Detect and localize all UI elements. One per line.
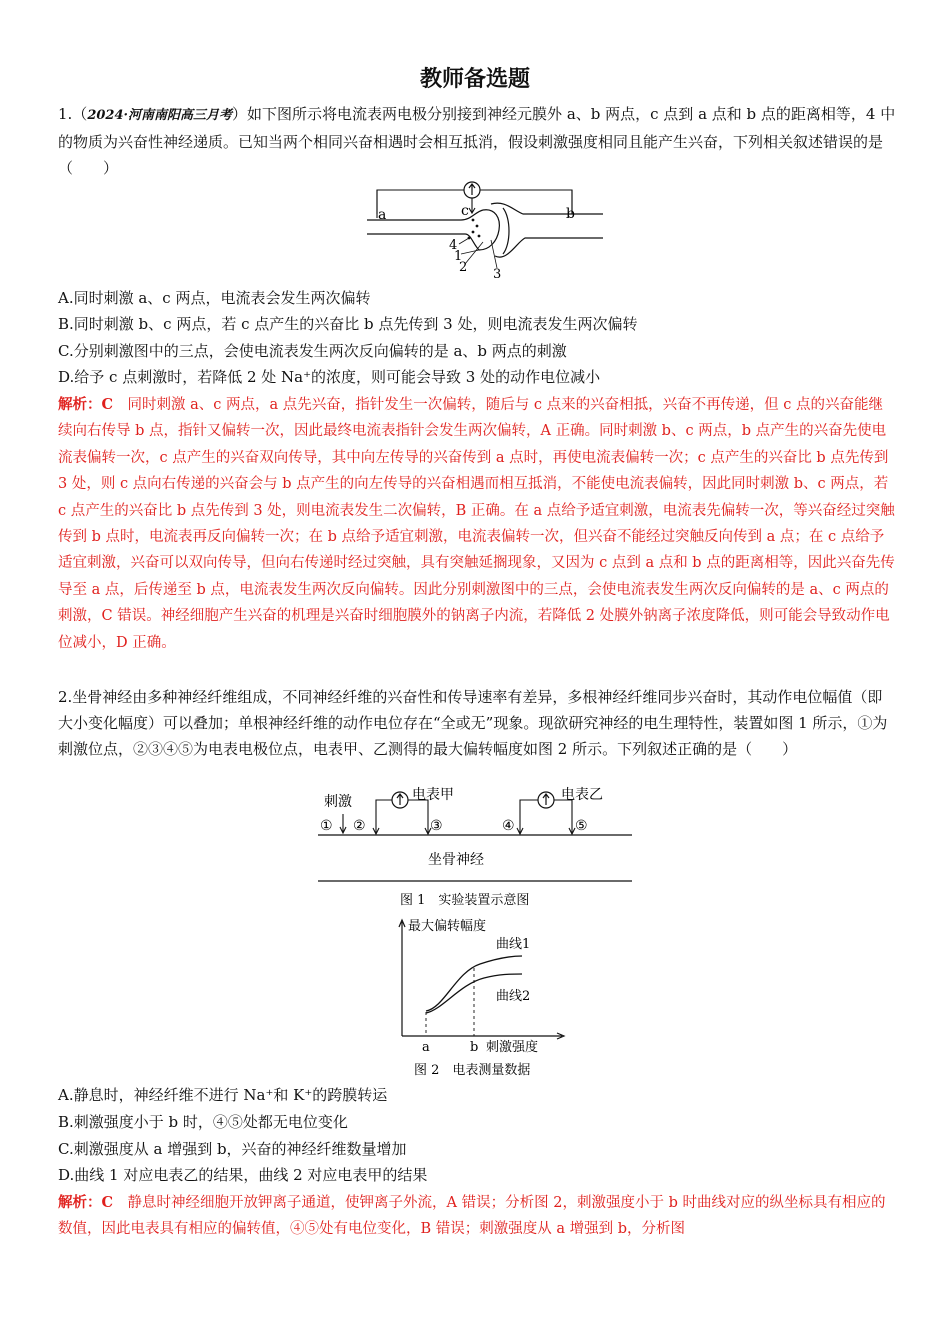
curve-2-label: 曲线2 bbox=[496, 989, 531, 1004]
label-c: c bbox=[461, 203, 469, 219]
label-a: a bbox=[378, 207, 387, 223]
question-1-number: 1.（ bbox=[58, 105, 88, 123]
q2-option-b: B.刺激强度小于 b 时，④⑤处都无电位变化 bbox=[58, 1113, 348, 1131]
label-4: 4 bbox=[449, 238, 458, 253]
q2-answer-key: C bbox=[101, 1194, 114, 1211]
neuron-diagram bbox=[365, 180, 605, 280]
q1-option-a: A.同时刺激 a、c 两点，电流表会发生两次偏转 bbox=[58, 289, 371, 307]
label-1: 1 bbox=[454, 249, 463, 264]
q1-answer-key: C bbox=[101, 396, 114, 413]
tick-a: a bbox=[422, 1040, 430, 1055]
q1-analysis-label: 解析： bbox=[58, 396, 102, 413]
figure-2-caption: 图 2 电表测量数据 bbox=[414, 1063, 531, 1078]
q2-option-d: D.曲线 1 对应电表乙的结果，曲线 2 对应电表甲的结果 bbox=[58, 1166, 428, 1184]
q1-analysis-text: 同时刺激 a、c 两点，a 点先兴奋，指针发生一次偏转，随后与 c 点来的兴奋相抵，兴奋不再传递，但 c 点的兴奋能继续向右传导 b 点，指针又偏转一次，因此最终电流表指针会发生两次偏转，A 正确。同时刺激 b、c 两点，b 点产生的兴奋先使电流表偏转一次，c 点产生的兴奋双向传导，其中向左传导的兴奋传到 a 点时，再使电流表偏转一次；c 点产生的兴奋比 b 点先传到 3 处，则 c 点向右传递的兴奋会与 b 点产生的向左传导的兴奋相遇而相互抵消，不能使电流表偏转，因此同时刺激 b、c 两点，若 c 点产生的兴奋比 b 点先传到 3 处，则电流表发生二次偏转，B 正确。在 a 点给予适宜刺激，电流表先偏转一次，等兴奋经过突触传到 b 点时，电流表再反向偏转一次；在 b 点给予适宜刺激，电流表偏转一次，但兴奋不能经过突触反向传到 a 点；在 c 点给予适宜刺激，兴奋可以双向传导，但向右传递时经过突触，具有突触延搁现象，又因为 c 点到 a 点和 b 点的距离相等，因此兴奋先传导至 a 点，后传递至 b 点，电流表发生两次反向偏转。因此分别刺激图中的三点，会使电流表发生两次反向偏转的是 a、c 两点的刺激，C 错误。神经细胞产生兴奋的机理是兴奋时细胞膜外的钠离子内流，若降低 2 处膜外钠离子浓度降低，则可能会导致动作电位减小，D 正确。 bbox=[58, 397, 895, 651]
q2-option-c: C.刺激强度从 a 增强到 b，兴奋的神经纤维数量增加 bbox=[58, 1140, 407, 1158]
q1-option-d: D.给予 c 点刺激时，若降低 2 处 Na⁺的浓度，则可能会导致 3 处的动作电位减小 bbox=[58, 368, 601, 386]
point-5: ⑤ bbox=[575, 818, 588, 834]
q2-analysis-label: 解析： bbox=[58, 1194, 102, 1211]
figure-2-chart bbox=[380, 914, 570, 1080]
point-3: ③ bbox=[430, 818, 443, 834]
point-4: ④ bbox=[502, 818, 515, 834]
q2-analysis bbox=[58, 1190, 896, 1243]
figure-1-caption: 图 1 实验装置示意图 bbox=[400, 893, 530, 908]
q1-option-b: B.同时刺激 b、c 两点，若 c 点产生的兴奋比 b 点先传到 3 处，则电流表发生两次偏转 bbox=[58, 315, 638, 333]
nerve-label: 坐骨神经 bbox=[428, 852, 484, 868]
point-1: ① bbox=[320, 818, 333, 834]
page-title: 教师备选题 bbox=[419, 67, 530, 92]
curve-1-label: 曲线1 bbox=[496, 937, 531, 952]
figure-1-apparatus bbox=[316, 786, 636, 912]
label-b: b bbox=[566, 206, 575, 222]
q1-analysis bbox=[58, 392, 896, 656]
question-2-stem: 2.坐骨神经由多种神经纤维组成，不同神经纤维的兴奋性和传导速率有差异，多根神经纤维同步兴奋时，其动作电位幅值（即大小变化幅度）可以叠加；单根神经纤维的动作电位存在“全或无”现象。现欲研究神经的电生理特性，装置如图 1 所示，①为刺激位点，②③④⑤为电表电极位点，电表甲、乙测得的最大偏转幅度如图 2 所示。下列叙述正确的是（ ） bbox=[58, 688, 888, 758]
tick-b: b bbox=[470, 1040, 479, 1055]
question-1-source: 2024·河南南阳高三月考 bbox=[87, 108, 233, 123]
label-2: 2 bbox=[459, 260, 468, 275]
meter-a-label: 电表甲 bbox=[412, 787, 454, 803]
q2-option-a: A.静息时，神经纤维不进行 Na⁺和 K⁺的跨膜转运 bbox=[58, 1086, 388, 1104]
point-2: ② bbox=[353, 818, 366, 834]
q1-option-c: C.分别刺激图中的三点，会使电流表发生两次反向偏转的是 a、b 两点的刺激 bbox=[58, 342, 567, 360]
meter-b-label: 电表乙 bbox=[561, 787, 603, 803]
question-1-text: 如下图所示将电流表两电极分别接到神经元膜外 a、b 两点，c 点到 a 点和 b 点的距离相等，4 中的物质为兴奋性神经递质。已知当两个相同兴奋相遇时会相互抵消，假设刺激强度相同且能产生兴奋，下列相关叙述错误的是（ ） bbox=[58, 105, 896, 177]
q2-analysis-text: 静息时神经细胞开放钾离子通道，使钾离子外流，A 错误；分析图 2，刺激强度小于 b 时曲线对应的纵坐标具有相应的数值，因此电表具有相应的偏转值，④⑤处有电位变化，B 错误；刺激强度从 a 增强到 b，分析图 bbox=[58, 1195, 886, 1238]
label-3: 3 bbox=[493, 267, 502, 280]
stimulus-label: 刺激 bbox=[324, 794, 352, 810]
x-axis-label: 刺激强度 bbox=[486, 1040, 539, 1055]
question-1-stem bbox=[58, 101, 896, 181]
question-1-source-end: ） bbox=[232, 105, 248, 123]
postsynaptic-neuron bbox=[491, 203, 603, 257]
y-axis-label: 最大偏转幅度 bbox=[408, 919, 487, 934]
